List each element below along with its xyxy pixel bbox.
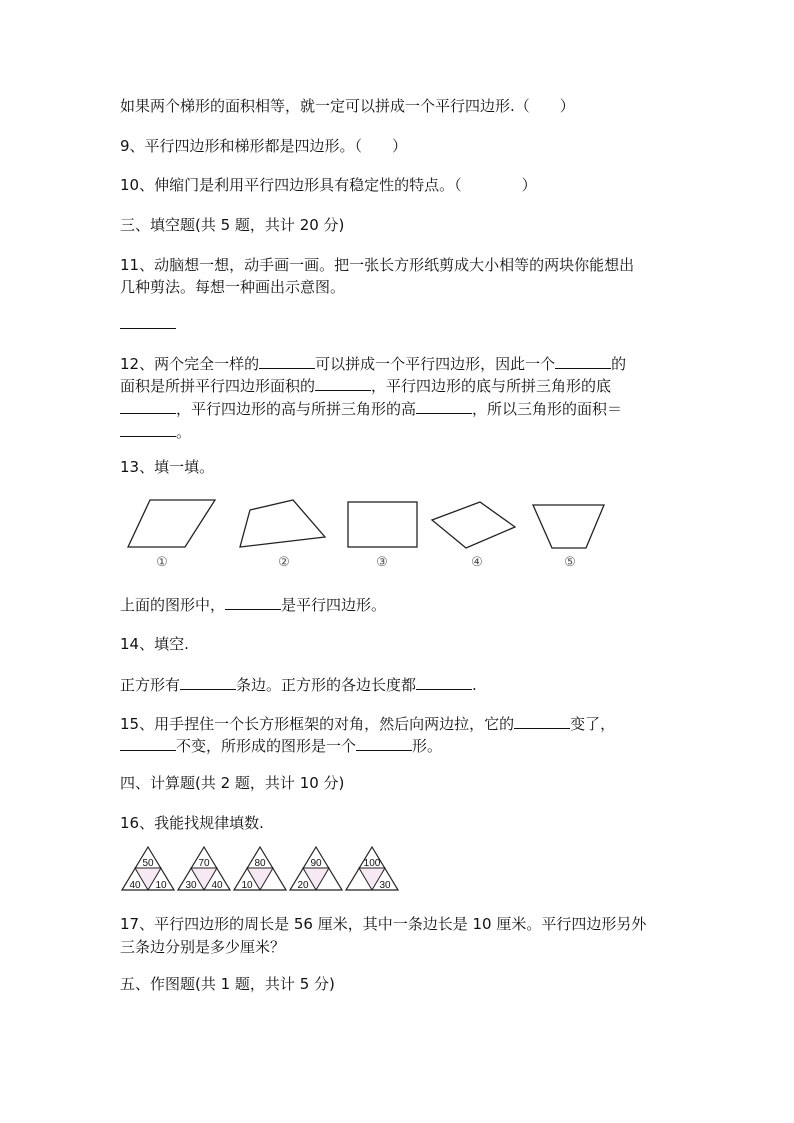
shape-2-quadrilateral <box>240 500 325 547</box>
q15-blank-2[interactable] <box>120 734 176 751</box>
q14-text: . <box>472 676 477 694</box>
shape-3-rectangle <box>348 502 417 547</box>
q12-blank-6[interactable] <box>120 420 176 437</box>
triangle-left-number: 30 <box>185 880 197 891</box>
triangle-right-number: 40 <box>211 880 223 891</box>
number-triangle <box>346 847 398 891</box>
shape-4-label: ④ <box>471 554 483 569</box>
triangle-left-number: 40 <box>129 880 141 891</box>
question-17-line2: 三条边分别是多少厘米？ <box>120 938 286 956</box>
q13-text: 上面的图形中， <box>120 596 226 614</box>
triangle-top-number: 80 <box>254 858 266 869</box>
section-5-title: 五、作图题(共 1 题，共计 5 分) <box>120 975 335 993</box>
number-triangle <box>234 847 286 891</box>
question-12-line2 <box>120 374 611 397</box>
question-11-line1: 11、动脑想一想，动手画一画。把一张长方形纸剪成大小相等的两块你能想出 <box>120 256 635 274</box>
q12-text: 面积是所拼平行四边形面积的 <box>120 377 316 395</box>
q15-blank-3[interactable] <box>356 734 412 751</box>
triangle-top-number: 100 <box>363 858 381 869</box>
question-16-title: 16、我能找规律填数. <box>120 814 264 832</box>
triangle-top-number: 70 <box>198 858 210 869</box>
question-14-line <box>120 673 477 696</box>
question-13-answer <box>120 593 386 616</box>
q12-blank-4[interactable] <box>120 397 176 414</box>
number-triangle <box>178 847 230 891</box>
q15-blank-1[interactable] <box>514 712 570 729</box>
question-9: 9、平行四边形和梯形都是四边形。（ ） <box>120 137 408 155</box>
question-13-title: 13、填一填。 <box>120 458 215 476</box>
q15-text: 不变，所形成的图形是一个 <box>176 737 357 755</box>
shapes-figure <box>120 492 620 574</box>
question-11-line2: 几种剪法。每想一种画出示意图。 <box>120 278 346 296</box>
question-12-line3 <box>120 397 622 420</box>
triangle-right-number: 10 <box>155 880 167 891</box>
q12-text: 的 <box>611 355 627 373</box>
number-triangle <box>290 847 342 891</box>
number-triangle <box>122 847 174 891</box>
q12-blank-2[interactable] <box>555 352 611 369</box>
q12-text: 12、两个完全一样的 <box>120 355 260 373</box>
question-15-line1 <box>120 712 615 735</box>
q14-blank-1[interactable] <box>180 673 236 690</box>
shape-1-label: ① <box>156 554 168 569</box>
question-12-line1 <box>120 352 626 375</box>
question-17-line1: 17、平行四边形的周长是 56 厘米，其中一条边长是 10 厘米。平行四边形另外 <box>120 915 647 933</box>
q12-blank-5[interactable] <box>416 397 472 414</box>
q14-text: 正方形有 <box>120 676 181 694</box>
question-8: 如果两个梯形的面积相等，就一定可以拼成一个平行四边形.（ ） <box>120 97 575 115</box>
q13-blank[interactable] <box>225 593 281 610</box>
question-11-answer-blank[interactable] <box>120 312 176 335</box>
number-triangles-figure <box>120 846 410 896</box>
q14-blank-2[interactable] <box>416 673 472 690</box>
q15-text: 变了， <box>570 715 616 733</box>
section-3-title: 三、填空题(共 5 题，共计 20 分) <box>120 216 345 234</box>
shape-1-parallelogram <box>128 500 215 547</box>
question-10: 10、伸缩门是利用平行四边形具有稳定性的特点。（ ） <box>120 176 537 194</box>
shape-2-label: ② <box>278 554 290 569</box>
q13-text: 是平行四边形。 <box>281 596 387 614</box>
q12-text: 。 <box>176 423 192 441</box>
triangle-left-number: 10 <box>241 880 253 891</box>
question-14-title: 14、填空. <box>120 635 189 653</box>
q12-text: ，平行四边形的底与所拼三角形的底 <box>371 377 612 395</box>
q15-text: 形。 <box>412 737 443 755</box>
q12-text: ，所以三角形的面积＝ <box>472 400 623 418</box>
section-4-title: 四、计算题(共 2 题，共计 10 分) <box>120 774 345 792</box>
q15-text: 15、用手捏住一个长方形框架的对角，然后向两边拉，它的 <box>120 715 515 733</box>
q12-text: 可以拼成一个平行四边形，因此一个 <box>315 355 556 373</box>
shape-5-label: ⑤ <box>564 554 576 569</box>
triangle-right-number: 30 <box>379 880 391 891</box>
triangle-top-number: 90 <box>310 858 322 869</box>
q12-blank-3[interactable] <box>315 374 371 391</box>
q14-text: 条边。正方形的各边长度都 <box>236 676 417 694</box>
triangle-left-number: 20 <box>297 880 309 891</box>
shape-5-trapezoid <box>533 505 604 548</box>
question-15-line2 <box>120 734 442 757</box>
question-12-line4 <box>120 420 191 443</box>
q12-blank-1[interactable] <box>259 352 315 369</box>
shape-4-parallelogram <box>432 502 515 548</box>
shape-3-label: ③ <box>376 554 388 569</box>
triangle-top-number: 50 <box>142 858 154 869</box>
q12-text: ，平行四边形的高与所拼三角形的高 <box>176 400 417 418</box>
